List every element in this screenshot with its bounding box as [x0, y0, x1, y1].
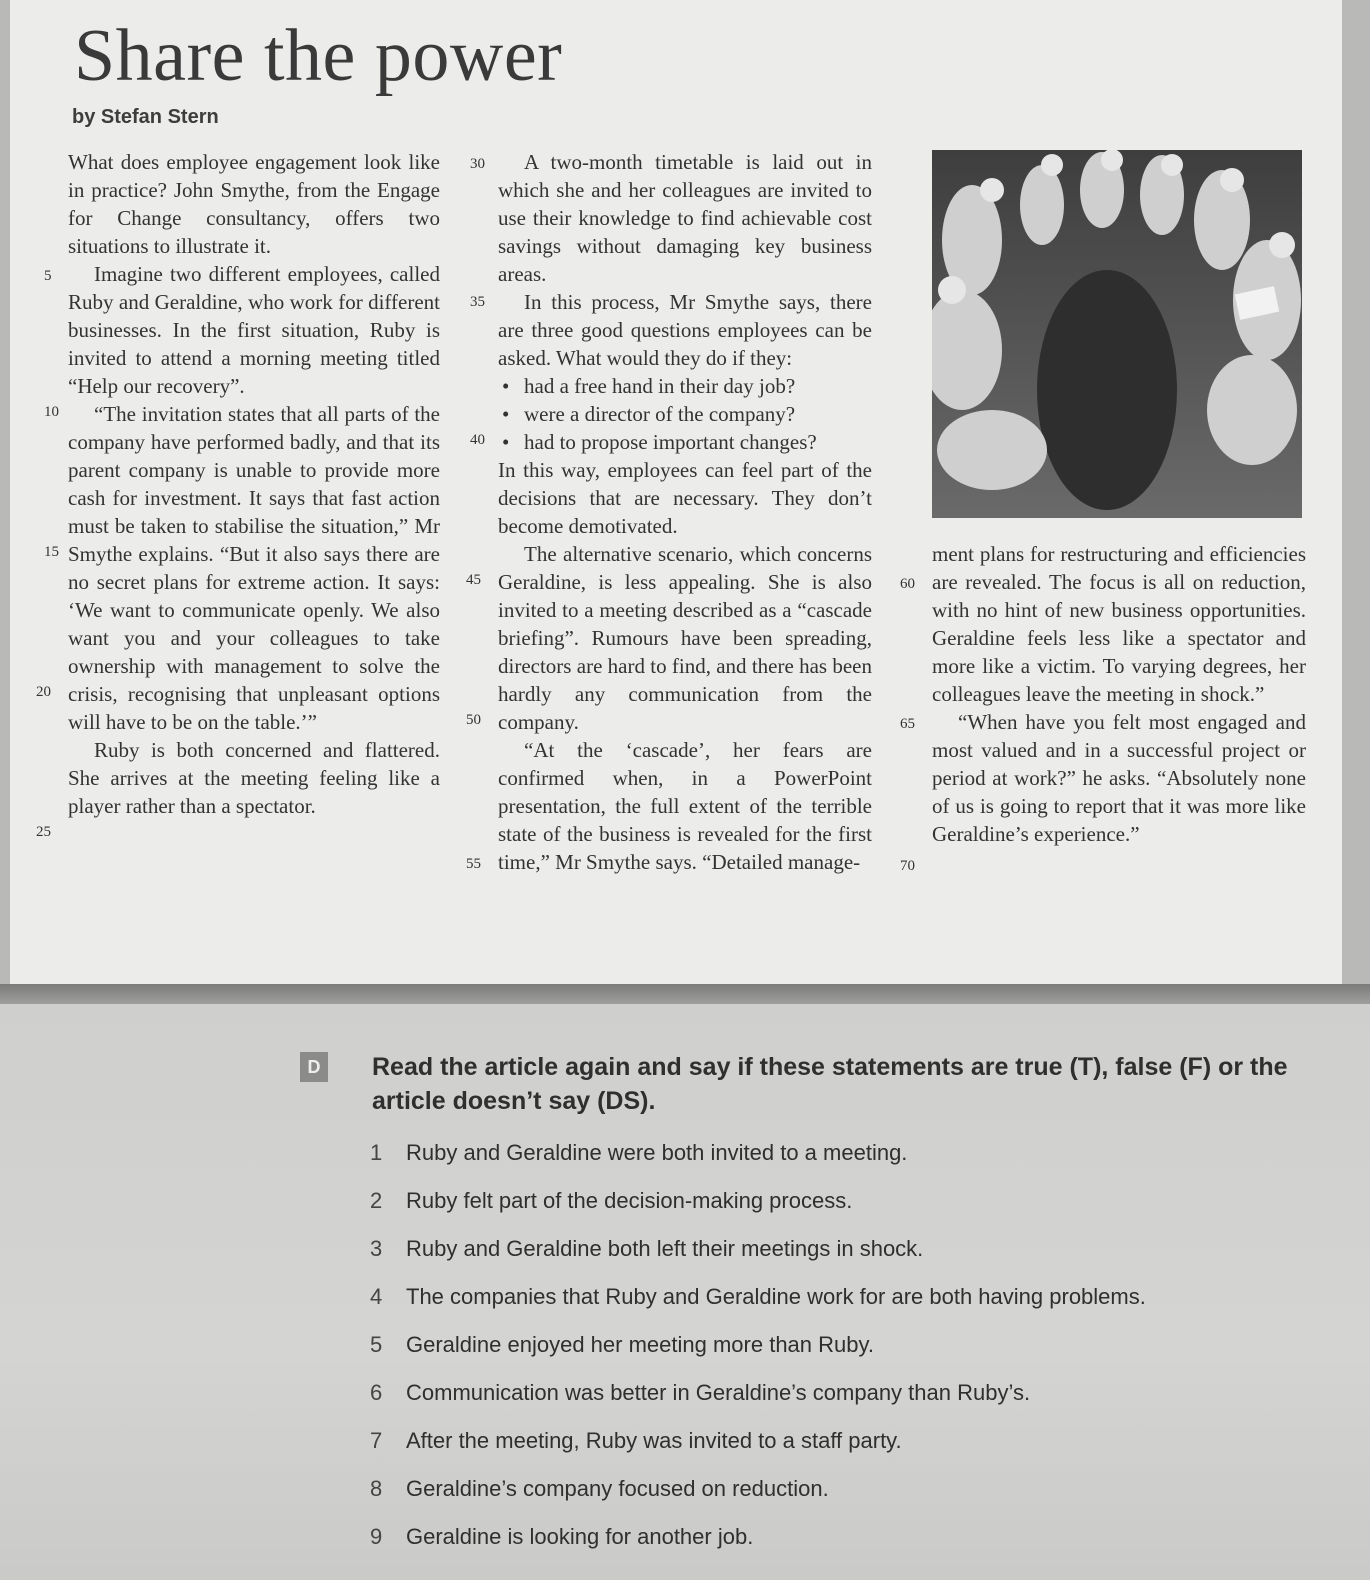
statement-number: 1 — [370, 1140, 383, 1165]
line-number: 60 — [900, 576, 915, 592]
list-item: • had to propose important changes? — [498, 428, 872, 456]
line-number: 55 — [466, 856, 481, 872]
line-number: 30 — [470, 156, 485, 172]
paragraph: In this process, Mr Smythe says, there are three good questions employees can be asked. What would they do if they: — [498, 290, 872, 370]
line-number: 40 — [470, 432, 485, 448]
statement-number: 2 — [370, 1188, 383, 1213]
paragraph: Imagine two different employees, called Ruby and Geraldine, who work for different businesses. In the first situation, Ruby is invited to attend a morning meeting titled “Help our recovery”. — [68, 262, 440, 398]
statement-item — [370, 1332, 874, 1358]
statement-text: Geraldine’s company focused on reduction. — [406, 1476, 829, 1501]
line-number: 10 — [44, 404, 59, 420]
line-number: 5 — [44, 268, 52, 284]
statement-number: 5 — [370, 1332, 383, 1357]
paragraph: What does employee engagement look like in practice? John Smythe, from the Engage for Change consultancy, offers two situations to illustrate it. — [68, 150, 440, 258]
statement-number: 4 — [370, 1284, 383, 1309]
paragraph: Ruby is both concerned and flattered. She arrives at the meeting feeling like a player rather than a spectator. — [68, 738, 440, 818]
statement-number: 9 — [370, 1524, 383, 1549]
article-column-3 — [932, 540, 1306, 848]
exercise-instruction: Read the article again and say if these statements are true (T), false (F) or the article doesn’t say (DS). — [372, 1053, 1288, 1115]
paragraph: “When have you felt most engaged and most valued and in a successful project or period at work?” he asks. “Absolutely none of us is going to report that it was more like Geraldine’s experience.” — [932, 710, 1306, 846]
line-number: 15 — [44, 544, 59, 560]
list-item: • had a free hand in their day job? — [498, 372, 872, 400]
statement-number: 8 — [370, 1476, 383, 1501]
article-byline: by Stefan Stern — [72, 106, 219, 128]
paragraph: In this way, employees can feel part of the decisions that are necessary. They don’t become demotivated. — [498, 458, 872, 538]
line-number: 20 — [36, 684, 51, 700]
line-number: 65 — [900, 716, 915, 732]
statement-number: 6 — [370, 1380, 383, 1405]
statement-text: Ruby and Geraldine both left their meetings in shock. — [406, 1236, 924, 1261]
question-list — [498, 372, 872, 456]
article-column-2 — [498, 148, 872, 876]
statement-text: The companies that Ruby and Geraldine work for are both having problems. — [406, 1284, 1146, 1309]
line-number: 35 — [470, 294, 485, 310]
statement-text: After the meeting, Ruby was invited to a staff party. — [406, 1428, 902, 1453]
statement-item — [370, 1380, 1030, 1406]
statement-item — [370, 1284, 1146, 1310]
paragraph: The alternative scenario, which concerns Geraldine, is less appealing. She is also invited to a meeting described as a “cascade briefing”. Rumours have been spreading, directors are hard to find, and there has been hardly any communication from the company. — [498, 542, 872, 734]
article-column-1 — [68, 148, 440, 820]
statement-text: Ruby felt part of the decision-making process. — [406, 1188, 853, 1213]
line-number: 50 — [466, 712, 481, 728]
line-number: 25 — [36, 824, 51, 840]
statement-text: Communication was better in Geraldine’s company than Ruby’s. — [406, 1380, 1031, 1405]
meeting-photo — [932, 150, 1302, 518]
statement-text: Ruby and Geraldine were both invited to a meeting. — [406, 1140, 908, 1165]
line-number: 45 — [466, 572, 481, 588]
statement-text: Geraldine is looking for another job. — [406, 1524, 754, 1549]
article-title: Share the power — [74, 15, 563, 97]
list-item: • were a director of the company? — [498, 400, 872, 428]
paragraph: “At the ‘cascade’, her fears are confirmed when, in a PowerPoint presentation, the full extent of the terrible state of the business is revealed for the first time,” Mr Smythe says. “Detailed manage- — [498, 738, 872, 874]
paragraph: ment plans for restructuring and efficiencies are revealed. The focus is all on reduction, with no hint of new business opportunities. Geraldine feels less like a spectator and more like a victim. To varying degrees, her colleagues leave the meeting in shock.” — [932, 542, 1306, 706]
page-divider — [0, 984, 1370, 1004]
statement-item — [370, 1188, 852, 1214]
statement-text: Geraldine enjoyed her meeting more than Ruby. — [406, 1332, 874, 1357]
line-number: 70 — [900, 858, 915, 874]
statement-item — [370, 1524, 753, 1550]
statement-item — [370, 1428, 902, 1454]
exercise-badge: D — [300, 1052, 328, 1082]
statement-item — [370, 1140, 907, 1166]
paragraph: “The invitation states that all parts of the company have performed badly, and that its parent company is unable to provide more cash for investment. It says that fast action must be taken to stabilise the situation,” Mr Smythe explains. “But it also says there are no secret plans for extreme action. It says: ‘We want to communicate openly. We also want you and your colleagues to take ownership with management to solve the crisis, recognising that unpleasant options will have to be on the table.’” — [68, 402, 440, 734]
statement-number: 3 — [370, 1236, 383, 1261]
statement-number: 7 — [370, 1428, 383, 1453]
statement-item — [370, 1236, 923, 1262]
statement-item — [370, 1476, 829, 1502]
paragraph: A two-month timetable is laid out in which she and her colleagues are invited to use their knowledge to find achievable cost savings without damaging key business areas. — [498, 150, 872, 286]
